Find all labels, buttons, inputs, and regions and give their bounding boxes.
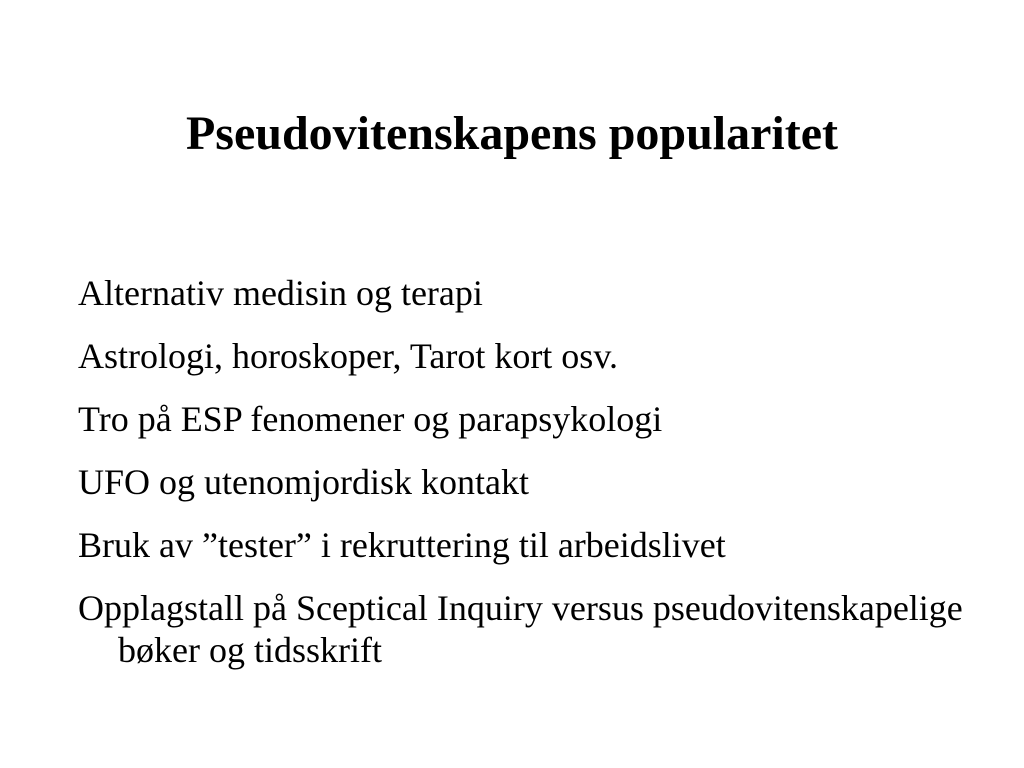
bullet-item-alternative-medicine: Alternativ medisin og terapi xyxy=(78,273,483,313)
slide-title: Pseudovitenskapens popularitet xyxy=(185,107,839,160)
bullet-item-circulation: Opplagstall på Sceptical Inquiry versus pseudovitenskapelige bøker og tidsskrift xyxy=(78,588,963,670)
bullet-item-esp: Tro på ESP fenomener og parapsykologi xyxy=(78,399,663,439)
bullet-item-tests: Bruk av ”tester” i rekruttering til arbeidslivet xyxy=(78,525,726,565)
bullet-list xyxy=(78,272,978,692)
bullet-item-ufo: UFO og utenomjordisk kontakt xyxy=(78,462,529,502)
bullet-item-astrology: Astrologi, horoskoper, Tarot kort osv. xyxy=(78,336,618,376)
